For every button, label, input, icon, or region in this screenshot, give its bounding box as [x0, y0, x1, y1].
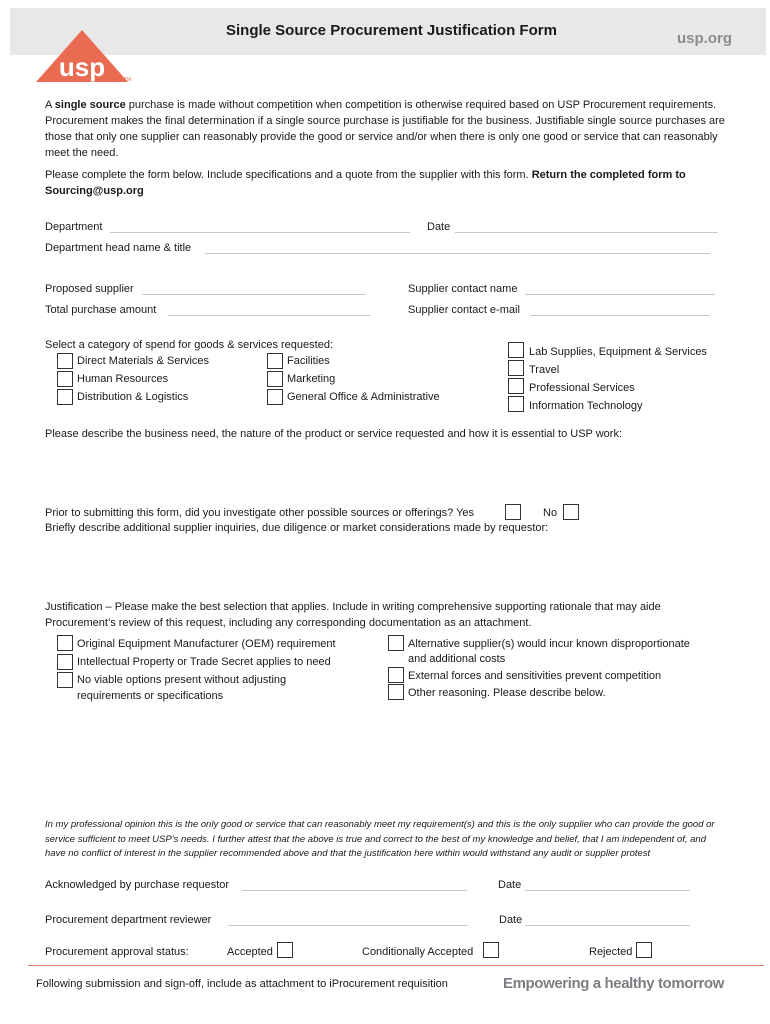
checkbox-information-technology[interactable]	[508, 396, 524, 412]
investigate-question: Prior to submitting this form, did you investigate other possible sources or offerings? Yes	[45, 507, 475, 519]
checkbox-professional-services[interactable]	[508, 378, 524, 394]
date1-label: Date	[498, 879, 522, 891]
total-purchase-label: Total purchase amount	[45, 304, 157, 316]
proposed-supplier-input[interactable]	[142, 293, 366, 295]
checkbox-distribution[interactable]	[57, 389, 73, 405]
department-input[interactable]	[110, 231, 410, 233]
checkbox-general-office[interactable]	[267, 389, 283, 405]
category-general-office: General Office & Administrative	[287, 391, 440, 403]
attestation-text: In my professional opinion this is the only good or service that can reasonably meet my requirement(s) and this is the only supplier who can provide the good or service sufficient to meet USP’s needs. I further attest that the above is true and correct to the best of my knowledge and belief, that I am independent of, and have no conflict of interest in the supplier recommended above and that the justification here within would withstand any audit or supplier protest	[45, 819, 715, 859]
justification-alt-2: and additional costs	[408, 653, 506, 665]
footer-divider	[28, 965, 764, 966]
category-travel: Travel	[529, 364, 560, 376]
site-label: usp.org	[677, 30, 732, 47]
reviewer-input[interactable]	[228, 924, 468, 926]
date-label: Date	[427, 221, 451, 233]
checkbox-other-reasoning[interactable]	[388, 684, 404, 700]
ack-input[interactable]	[242, 889, 467, 891]
checkbox-travel[interactable]	[508, 360, 524, 376]
checkbox-no[interactable]	[563, 504, 579, 520]
ack-label: Acknowledged by purchase requestor	[45, 879, 230, 891]
department-label: Department	[45, 221, 103, 233]
instructions-paragraph: Please complete the form below. Include specifications and a quote from the supplier with this form. Return the completed form to Sourcing@usp.org	[45, 169, 686, 197]
category-human-resources: Human Resources	[77, 373, 169, 385]
form-title: Single Source Procurement Justification Form	[226, 22, 557, 39]
date2-input[interactable]	[525, 924, 690, 926]
justification-no-viable-1: No viable options present without adjusting	[77, 674, 287, 686]
checkbox-no-viable[interactable]	[57, 672, 73, 688]
footer-tagline: Empowering a healthy tomorrow	[503, 975, 724, 992]
checkbox-direct-materials[interactable]	[57, 353, 73, 369]
category-information-technology: Information Technology	[529, 400, 643, 412]
justification-oem: Original Equipment Manufacturer (OEM) requirement	[77, 638, 336, 650]
justification-other: Other reasoning. Please describe below.	[408, 687, 606, 699]
checkbox-lab-supplies[interactable]	[508, 342, 524, 358]
checkbox-ip[interactable]	[57, 654, 73, 670]
business-need-area[interactable]	[45, 446, 725, 496]
usp-logo	[34, 28, 134, 86]
justification-external: External forces and sensitivities prevent competition	[408, 670, 662, 682]
checkbox-external-forces[interactable]	[388, 667, 404, 683]
describe-prompt: Briefly describe additional supplier inquiries, due diligence or market considerations made by requestor:	[45, 522, 549, 534]
checkbox-marketing[interactable]	[267, 371, 283, 387]
dept-head-label: Department head name & title	[45, 242, 192, 254]
checkbox-facilities[interactable]	[267, 353, 283, 369]
business-need-prompt: Please describe the business need, the nature of the product or service requested and how it is essential to USP work:	[45, 428, 623, 440]
describe-area[interactable]	[45, 540, 725, 595]
rejected-label: Rejected	[589, 946, 633, 958]
checkbox-conditional[interactable]	[483, 942, 499, 958]
date-input[interactable]	[455, 231, 718, 233]
justification-area[interactable]	[45, 710, 725, 810]
supplier-contact-name-label: Supplier contact name	[408, 283, 518, 295]
justification-alt-1: Alternative supplier(s) would incur known disproportionate	[408, 638, 690, 650]
category-professional-services: Professional Services	[529, 382, 635, 394]
total-purchase-input[interactable]	[168, 314, 370, 316]
justification-ip: Intellectual Property or Trade Secret applies to need	[77, 656, 331, 668]
checkbox-human-resources[interactable]	[57, 371, 73, 387]
conditional-label: Conditionally Accepted	[362, 946, 474, 958]
supplier-email-label: Supplier contact e-mail	[408, 304, 520, 316]
logo-wordmark: usp	[58, 52, 106, 82]
justification-no-viable-2: requirements or specifications	[77, 690, 224, 702]
footer-note: Following submission and sign-off, include as attachment to iProcurement requisition	[36, 978, 448, 990]
checkbox-oem[interactable]	[57, 635, 73, 651]
category-marketing: Marketing	[287, 373, 336, 385]
logo-tm: TM	[124, 77, 132, 83]
checkbox-yes[interactable]	[505, 504, 521, 520]
reviewer-label: Procurement department reviewer	[45, 914, 212, 926]
checkbox-accepted[interactable]	[277, 942, 293, 958]
status-label: Procurement approval status:	[45, 946, 189, 958]
intro-paragraph: A single source purchase is made without competition when competition is otherwise required based on USP Procurement requirements. Procurement makes the final determination if a single source purchase is justifiable for the business. Justifiable single source purchases are those that only one supplier can reasonably provide the good or service and/or when there is only one good or service that can reasonably meet the need.	[45, 99, 725, 159]
checkbox-rejected[interactable]	[636, 942, 652, 958]
date1-input[interactable]	[525, 889, 690, 891]
category-direct-materials: Direct Materials & Services	[77, 355, 210, 367]
date2-label: Date	[499, 914, 523, 926]
supplier-email-input[interactable]	[530, 314, 710, 316]
supplier-contact-name-input[interactable]	[525, 293, 715, 295]
category-facilities: Facilities	[287, 355, 330, 367]
dept-head-input[interactable]	[205, 252, 710, 254]
no-label: No	[543, 507, 558, 519]
category-lab-supplies: Lab Supplies, Equipment & Services	[529, 346, 707, 358]
accepted-label: Accepted	[227, 946, 273, 958]
proposed-supplier-label: Proposed supplier	[45, 283, 134, 295]
justification-prompt: Justification – Please make the best selection that applies. Include in writing comprehensive supporting rationale that may aide Procurement’s review of this request, including any corresponding documentation as an attachment.	[45, 601, 661, 629]
category-prompt: Select a category of spend for goods & services requested:	[45, 339, 333, 351]
category-distribution: Distribution & Logistics	[77, 391, 189, 403]
checkbox-alternative-supplier[interactable]	[388, 635, 404, 651]
